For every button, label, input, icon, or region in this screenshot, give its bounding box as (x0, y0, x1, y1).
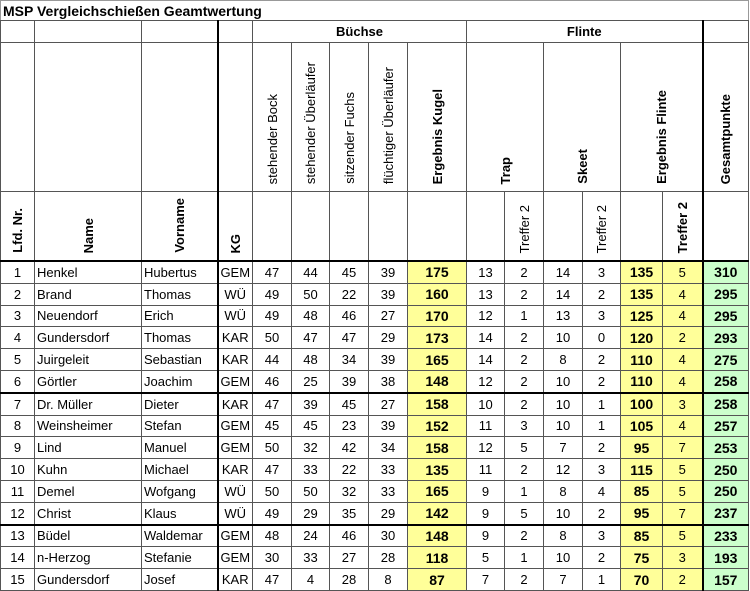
cell-gesamtpunkte: 258 (703, 370, 749, 392)
cell-skeet-treffer2: 2 (583, 547, 621, 569)
cell-trap-treffer2: 2 (505, 370, 544, 392)
empty-cell (35, 43, 142, 192)
cell-sitzender-fuchs: 39 (330, 370, 369, 392)
table-row (1, 370, 749, 392)
cell-lfd-nr: 2 (1, 283, 35, 305)
cell-skeet: 14 (544, 283, 583, 305)
cell-ergebnis-flinte: 85 (621, 480, 663, 502)
table-row (1, 305, 749, 327)
cell-flinte-treffer2: 5 (663, 459, 703, 481)
table-row (1, 393, 749, 415)
cell-name: Görtler (35, 370, 142, 392)
cell-vorname: Thomas (142, 327, 218, 349)
cell-ergebnis-flinte: 120 (621, 327, 663, 349)
cell-lfd-nr: 11 (1, 480, 35, 502)
cell-kg: WÜ (218, 480, 253, 502)
cell-stehender-ueberlaeufer: 50 (292, 480, 330, 502)
header-ergebnis-flinte: Ergebnis Flinte (621, 43, 703, 192)
cell-gesamtpunkte: 157 (703, 569, 749, 591)
cell-ergebnis-flinte: 70 (621, 569, 663, 591)
cell-trap-treffer2: 5 (505, 437, 544, 459)
cell-name: Brand (35, 283, 142, 305)
cell-sitzender-fuchs: 22 (330, 459, 369, 481)
cell-kg: GEM (218, 370, 253, 392)
header-gesamtpunkte: Gesamtpunkte (703, 43, 749, 192)
empty-cell (703, 21, 749, 43)
cell-fluechtiger-ueberlaeufer: 39 (369, 261, 408, 283)
header-skeet: Skeet (544, 43, 621, 192)
cell-fluechtiger-ueberlaeufer: 29 (369, 502, 408, 524)
cell-stehender-ueberlaeufer: 45 (292, 415, 330, 437)
cell-stehender-bock: 46 (253, 370, 292, 392)
cell-trap: 14 (467, 349, 505, 371)
cell-stehender-bock: 30 (253, 547, 292, 569)
cell-gesamtpunkte: 275 (703, 349, 749, 371)
cell-fluechtiger-ueberlaeufer: 39 (369, 415, 408, 437)
cell-flinte-treffer2: 4 (663, 415, 703, 437)
table-row (1, 261, 749, 283)
cell-vorname: Erich (142, 305, 218, 327)
cell-fluechtiger-ueberlaeufer: 28 (369, 547, 408, 569)
cell-flinte-treffer2: 4 (663, 349, 703, 371)
cell-stehender-bock: 45 (253, 415, 292, 437)
cell-stehender-ueberlaeufer: 4 (292, 569, 330, 591)
cell-ergebnis-flinte: 115 (621, 459, 663, 481)
cell-skeet-treffer2: 4 (583, 480, 621, 502)
cell-trap-treffer2: 2 (505, 261, 544, 283)
cell-ergebnis-kugel: 158 (408, 437, 467, 459)
cell-gesamtpunkte: 233 (703, 525, 749, 547)
cell-sitzender-fuchs: 28 (330, 569, 369, 591)
cell-flinte-treffer2: 7 (663, 437, 703, 459)
empty-cell (35, 21, 142, 43)
empty-cell (369, 192, 408, 262)
cell-name: Dr. Müller (35, 393, 142, 415)
cell-kg: WÜ (218, 283, 253, 305)
cell-name: Juirgeleit (35, 349, 142, 371)
cell-flinte-treffer2: 5 (663, 480, 703, 502)
cell-vorname: Wofgang (142, 480, 218, 502)
cell-lfd-nr: 12 (1, 502, 35, 524)
cell-vorname: Joachim (142, 370, 218, 392)
empty-cell (621, 192, 663, 262)
cell-trap: 12 (467, 370, 505, 392)
table-row (1, 502, 749, 524)
cell-sitzender-fuchs: 35 (330, 502, 369, 524)
cell-lfd-nr: 15 (1, 569, 35, 591)
cell-skeet: 8 (544, 480, 583, 502)
empty-cell (544, 192, 583, 262)
cell-ergebnis-flinte: 125 (621, 305, 663, 327)
cell-kg: KAR (218, 569, 253, 591)
cell-flinte-treffer2: 5 (663, 261, 703, 283)
cell-sitzender-fuchs: 45 (330, 261, 369, 283)
cell-skeet-treffer2: 1 (583, 415, 621, 437)
cell-gesamtpunkte: 250 (703, 459, 749, 481)
table-row (1, 569, 749, 591)
cell-skeet-treffer2: 2 (583, 283, 621, 305)
cell-fluechtiger-ueberlaeufer: 39 (369, 349, 408, 371)
cell-gesamtpunkte: 258 (703, 393, 749, 415)
cell-gesamtpunkte: 253 (703, 437, 749, 459)
cell-name: Lind (35, 437, 142, 459)
table-row (1, 327, 749, 349)
cell-fluechtiger-ueberlaeufer: 29 (369, 327, 408, 349)
cell-trap-treffer2: 2 (505, 525, 544, 547)
cell-skeet: 10 (544, 415, 583, 437)
cell-lfd-nr: 4 (1, 327, 35, 349)
cell-name: Neuendorf (35, 305, 142, 327)
cell-fluechtiger-ueberlaeufer: 34 (369, 437, 408, 459)
cell-skeet-treffer2: 2 (583, 437, 621, 459)
cell-lfd-nr: 14 (1, 547, 35, 569)
cell-flinte-treffer2: 4 (663, 305, 703, 327)
cell-ergebnis-flinte: 75 (621, 547, 663, 569)
cell-ergebnis-flinte: 95 (621, 437, 663, 459)
cell-sitzender-fuchs: 34 (330, 349, 369, 371)
cell-flinte-treffer2: 7 (663, 502, 703, 524)
cell-stehender-bock: 50 (253, 437, 292, 459)
cell-stehender-ueberlaeufer: 48 (292, 349, 330, 371)
cell-flinte-treffer2: 4 (663, 283, 703, 305)
cell-fluechtiger-ueberlaeufer: 33 (369, 480, 408, 502)
cell-kg: GEM (218, 261, 253, 283)
cell-name: Henkel (35, 261, 142, 283)
cell-trap-treffer2: 2 (505, 327, 544, 349)
cell-stehender-ueberlaeufer: 33 (292, 459, 330, 481)
cell-ergebnis-kugel: 165 (408, 480, 467, 502)
empty-cell (218, 21, 253, 43)
header-trap: Trap (467, 43, 544, 192)
cell-vorname: Stefan (142, 415, 218, 437)
cell-fluechtiger-ueberlaeufer: 27 (369, 393, 408, 415)
cell-trap-treffer2: 1 (505, 547, 544, 569)
cell-skeet-treffer2: 1 (583, 569, 621, 591)
header-skeet-treffer2: Treffer 2 (583, 192, 621, 262)
cell-lfd-nr: 9 (1, 437, 35, 459)
cell-gesamtpunkte: 257 (703, 415, 749, 437)
cell-name: Gundersdorf (35, 327, 142, 349)
cell-kg: WÜ (218, 305, 253, 327)
empty-cell (292, 192, 330, 262)
cell-vorname: Sebastian (142, 349, 218, 371)
empty-cell (408, 192, 467, 262)
cell-skeet: 12 (544, 459, 583, 481)
cell-ergebnis-kugel: 148 (408, 525, 467, 547)
table-row (1, 415, 749, 437)
cell-name: Weinsheimer (35, 415, 142, 437)
cell-skeet: 8 (544, 349, 583, 371)
cell-skeet-treffer2: 3 (583, 525, 621, 547)
empty-cell (142, 21, 218, 43)
cell-stehender-ueberlaeufer: 25 (292, 370, 330, 392)
cell-trap-treffer2: 3 (505, 415, 544, 437)
cell-skeet-treffer2: 1 (583, 393, 621, 415)
cell-trap: 11 (467, 459, 505, 481)
cell-skeet: 10 (544, 393, 583, 415)
cell-gesamtpunkte: 237 (703, 502, 749, 524)
cell-trap: 7 (467, 569, 505, 591)
cell-ergebnis-flinte: 135 (621, 261, 663, 283)
cell-trap-treffer2: 2 (505, 569, 544, 591)
cell-name: Demel (35, 480, 142, 502)
cell-sitzender-fuchs: 22 (330, 283, 369, 305)
cell-sitzender-fuchs: 32 (330, 480, 369, 502)
cell-lfd-nr: 6 (1, 370, 35, 392)
cell-ergebnis-flinte: 105 (621, 415, 663, 437)
cell-sitzender-fuchs: 45 (330, 393, 369, 415)
cell-trap: 12 (467, 437, 505, 459)
cell-skeet-treffer2: 2 (583, 370, 621, 392)
empty-cell (1, 43, 35, 192)
cell-fluechtiger-ueberlaeufer: 38 (369, 370, 408, 392)
cell-flinte-treffer2: 5 (663, 525, 703, 547)
cell-gesamtpunkte: 193 (703, 547, 749, 569)
cell-sitzender-fuchs: 47 (330, 327, 369, 349)
cell-trap: 14 (467, 327, 505, 349)
cell-ergebnis-kugel: 165 (408, 349, 467, 371)
table-row (1, 480, 749, 502)
cell-skeet: 10 (544, 547, 583, 569)
cell-stehender-bock: 50 (253, 327, 292, 349)
cell-skeet-treffer2: 0 (583, 327, 621, 349)
cell-stehender-ueberlaeufer: 47 (292, 327, 330, 349)
cell-flinte-treffer2: 4 (663, 370, 703, 392)
cell-trap: 11 (467, 415, 505, 437)
cell-skeet: 8 (544, 525, 583, 547)
empty-cell (253, 192, 292, 262)
cell-ergebnis-kugel: 160 (408, 283, 467, 305)
cell-ergebnis-flinte: 95 (621, 502, 663, 524)
cell-stehender-ueberlaeufer: 32 (292, 437, 330, 459)
cell-flinte-treffer2: 2 (663, 569, 703, 591)
cell-name: Büdel (35, 525, 142, 547)
cell-trap: 13 (467, 283, 505, 305)
cell-trap: 9 (467, 480, 505, 502)
header-stehender-ueberlaeufer: stehender Überläufer (292, 43, 330, 192)
cell-ergebnis-kugel: 175 (408, 261, 467, 283)
cell-vorname: Thomas (142, 283, 218, 305)
cell-lfd-nr: 7 (1, 393, 35, 415)
empty-cell (330, 192, 369, 262)
header-ergebnis-kugel: Ergebnis Kugel (408, 43, 467, 192)
cell-gesamtpunkte: 295 (703, 283, 749, 305)
cell-lfd-nr: 3 (1, 305, 35, 327)
cell-ergebnis-flinte: 135 (621, 283, 663, 305)
table-row (1, 459, 749, 481)
cell-kg: KAR (218, 459, 253, 481)
cell-skeet-treffer2: 3 (583, 261, 621, 283)
cell-fluechtiger-ueberlaeufer: 27 (369, 305, 408, 327)
cell-kg: KAR (218, 349, 253, 371)
table-row (1, 283, 749, 305)
cell-vorname: Dieter (142, 393, 218, 415)
cell-skeet-treffer2: 3 (583, 459, 621, 481)
cell-skeet: 14 (544, 261, 583, 283)
cell-stehender-bock: 44 (253, 349, 292, 371)
cell-skeet: 10 (544, 370, 583, 392)
cell-kg: KAR (218, 327, 253, 349)
cell-skeet: 13 (544, 305, 583, 327)
cell-name: Kuhn (35, 459, 142, 481)
cell-stehender-bock: 49 (253, 283, 292, 305)
cell-ergebnis-flinte: 100 (621, 393, 663, 415)
cell-vorname: Waldemar (142, 525, 218, 547)
cell-vorname: Hubertus (142, 261, 218, 283)
cell-trap: 9 (467, 502, 505, 524)
cell-stehender-ueberlaeufer: 29 (292, 502, 330, 524)
table-row (1, 525, 749, 547)
cell-gesamtpunkte: 310 (703, 261, 749, 283)
cell-ergebnis-kugel: 87 (408, 569, 467, 591)
cell-skeet-treffer2: 2 (583, 349, 621, 371)
cell-stehender-bock: 47 (253, 459, 292, 481)
cell-vorname: Michael (142, 459, 218, 481)
cell-name: Christ (35, 502, 142, 524)
cell-trap: 12 (467, 305, 505, 327)
cell-flinte-treffer2: 3 (663, 547, 703, 569)
cell-kg: GEM (218, 437, 253, 459)
empty-cell (218, 43, 253, 192)
cell-vorname: Manuel (142, 437, 218, 459)
table-row (1, 547, 749, 569)
cell-sitzender-fuchs: 23 (330, 415, 369, 437)
cell-vorname: Klaus (142, 502, 218, 524)
empty-cell (1, 21, 35, 43)
cell-stehender-bock: 49 (253, 305, 292, 327)
header-trap-treffer2: Treffer 2 (505, 192, 544, 262)
cell-sitzender-fuchs: 46 (330, 305, 369, 327)
cell-sitzender-fuchs: 42 (330, 437, 369, 459)
header-name: Name (35, 192, 142, 262)
cell-fluechtiger-ueberlaeufer: 33 (369, 459, 408, 481)
cell-stehender-bock: 47 (253, 393, 292, 415)
cell-kg: KAR (218, 393, 253, 415)
cell-vorname: Stefanie (142, 547, 218, 569)
cell-skeet-treffer2: 3 (583, 305, 621, 327)
cell-stehender-ueberlaeufer: 44 (292, 261, 330, 283)
cell-trap-treffer2: 1 (505, 480, 544, 502)
cell-lfd-nr: 8 (1, 415, 35, 437)
cell-ergebnis-kugel: 158 (408, 393, 467, 415)
cell-trap-treffer2: 2 (505, 283, 544, 305)
cell-fluechtiger-ueberlaeufer: 30 (369, 525, 408, 547)
cell-ergebnis-kugel: 173 (408, 327, 467, 349)
header-lfd-nr: Lfd. Nr. (1, 192, 35, 262)
cell-ergebnis-kugel: 142 (408, 502, 467, 524)
cell-trap: 13 (467, 261, 505, 283)
header-flinte-treffer2: Treffer 2 (663, 192, 703, 262)
cell-stehender-bock: 47 (253, 261, 292, 283)
cell-fluechtiger-ueberlaeufer: 39 (369, 283, 408, 305)
cell-skeet-treffer2: 2 (583, 502, 621, 524)
cell-skeet: 10 (544, 502, 583, 524)
cell-ergebnis-kugel: 170 (408, 305, 467, 327)
empty-cell (467, 192, 505, 262)
cell-lfd-nr: 13 (1, 525, 35, 547)
cell-kg: GEM (218, 547, 253, 569)
cell-gesamtpunkte: 293 (703, 327, 749, 349)
cell-skeet: 7 (544, 437, 583, 459)
cell-sitzender-fuchs: 27 (330, 547, 369, 569)
cell-flinte-treffer2: 2 (663, 327, 703, 349)
empty-cell (142, 43, 218, 192)
sheet-title: MSP Vergleichschießen Geamtwertung (1, 1, 749, 21)
cell-vorname: Josef (142, 569, 218, 591)
cell-lfd-nr: 5 (1, 349, 35, 371)
cell-ergebnis-kugel: 152 (408, 415, 467, 437)
cell-ergebnis-kugel: 148 (408, 370, 467, 392)
header-sitzender-fuchs: sitzender Fuchs (330, 43, 369, 192)
cell-name: Gundersdorf (35, 569, 142, 591)
cell-kg: GEM (218, 415, 253, 437)
group-header-buechse: Büchse (253, 21, 467, 43)
cell-trap: 9 (467, 525, 505, 547)
cell-stehender-bock: 48 (253, 525, 292, 547)
cell-ergebnis-flinte: 110 (621, 370, 663, 392)
cell-trap-treffer2: 2 (505, 349, 544, 371)
header-stehender-bock: stehender Bock (253, 43, 292, 192)
cell-trap-treffer2: 1 (505, 305, 544, 327)
cell-ergebnis-flinte: 85 (621, 525, 663, 547)
header-vorname: Vorname (142, 192, 218, 262)
cell-trap: 5 (467, 547, 505, 569)
cell-stehender-ueberlaeufer: 33 (292, 547, 330, 569)
cell-ergebnis-flinte: 110 (621, 349, 663, 371)
cell-ergebnis-kugel: 118 (408, 547, 467, 569)
cell-skeet: 10 (544, 327, 583, 349)
cell-name: n-Herzog (35, 547, 142, 569)
cell-gesamtpunkte: 250 (703, 480, 749, 502)
cell-trap: 10 (467, 393, 505, 415)
cell-trap-treffer2: 2 (505, 459, 544, 481)
cell-kg: WÜ (218, 502, 253, 524)
header-fluechtiger-ueberlaeufer: flüchtiger Überläufer (369, 43, 408, 192)
cell-stehender-ueberlaeufer: 48 (292, 305, 330, 327)
cell-ergebnis-kugel: 135 (408, 459, 467, 481)
cell-trap-treffer2: 2 (505, 393, 544, 415)
cell-sitzender-fuchs: 46 (330, 525, 369, 547)
cell-flinte-treffer2: 3 (663, 393, 703, 415)
cell-stehender-ueberlaeufer: 50 (292, 283, 330, 305)
cell-gesamtpunkte: 295 (703, 305, 749, 327)
cell-skeet: 7 (544, 569, 583, 591)
cell-stehender-bock: 47 (253, 569, 292, 591)
group-header-flinte: Flinte (467, 21, 703, 43)
header-kg: KG (218, 192, 253, 262)
cell-fluechtiger-ueberlaeufer: 8 (369, 569, 408, 591)
cell-kg: GEM (218, 525, 253, 547)
table-row (1, 437, 749, 459)
cell-lfd-nr: 10 (1, 459, 35, 481)
cell-lfd-nr: 1 (1, 261, 35, 283)
cell-stehender-ueberlaeufer: 39 (292, 393, 330, 415)
cell-stehender-ueberlaeufer: 24 (292, 525, 330, 547)
cell-stehender-bock: 50 (253, 480, 292, 502)
empty-cell (703, 192, 749, 262)
table-row (1, 349, 749, 371)
cell-trap-treffer2: 5 (505, 502, 544, 524)
cell-stehender-bock: 49 (253, 502, 292, 524)
